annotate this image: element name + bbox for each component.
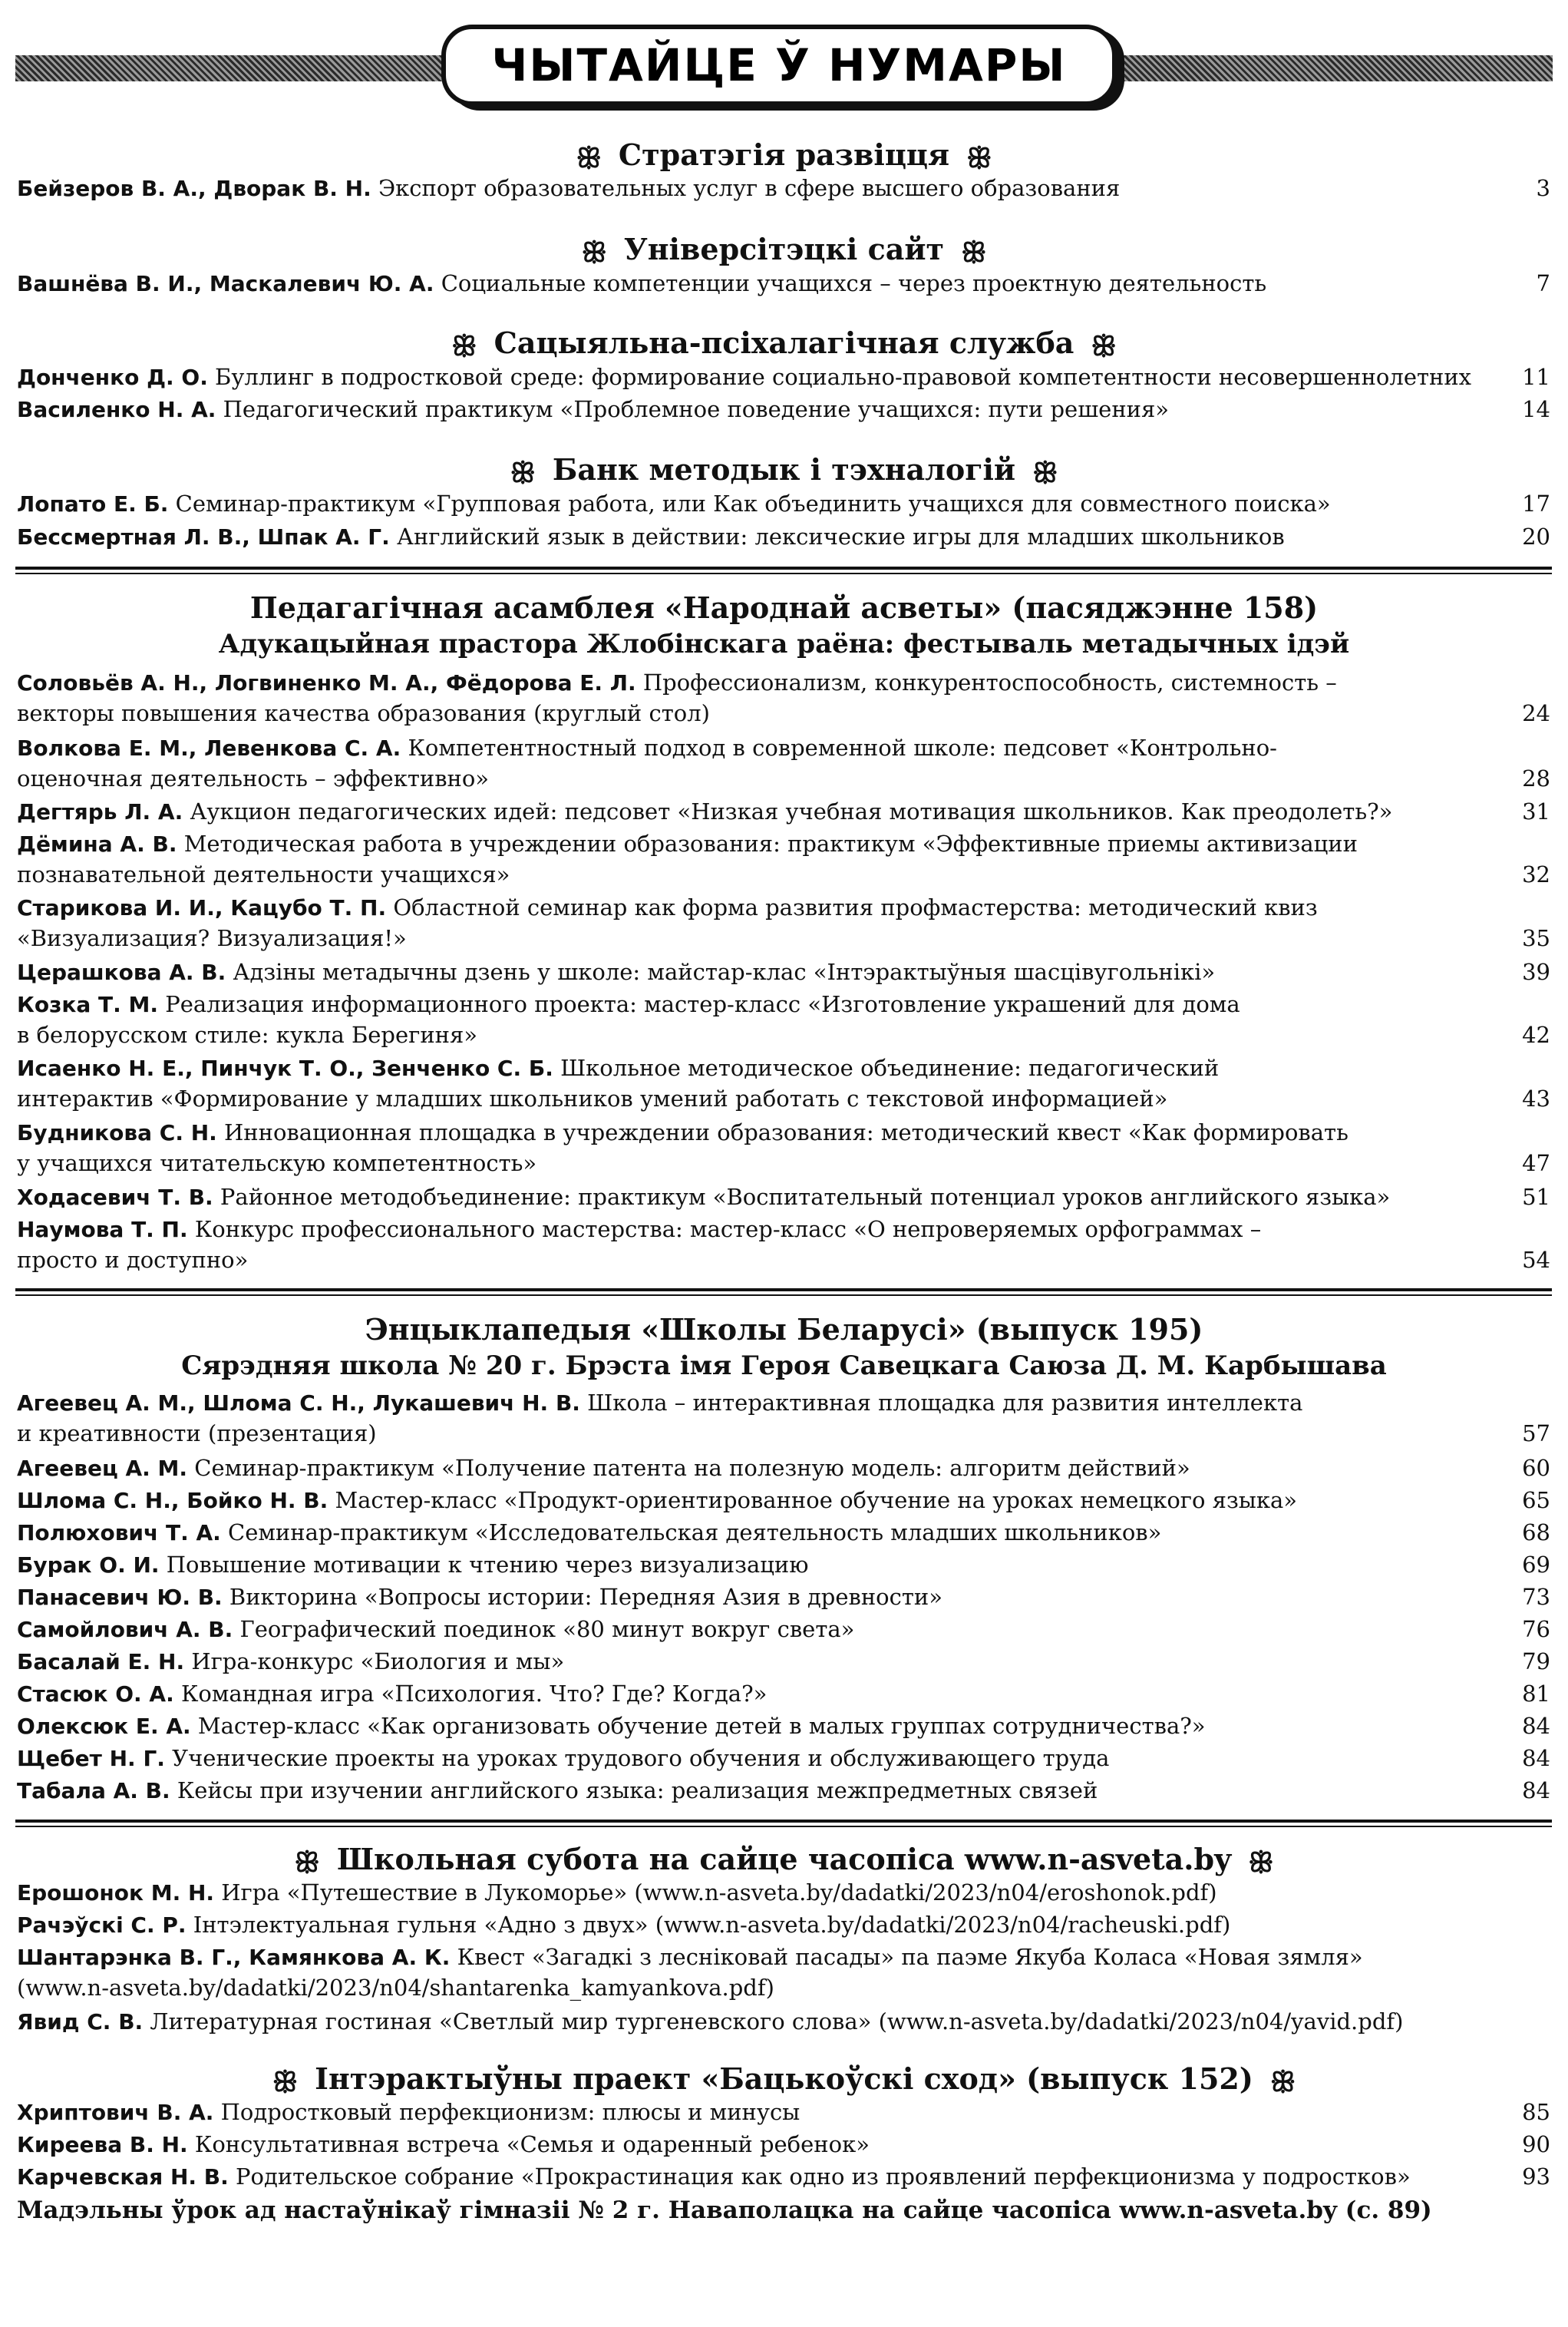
entry-author: Вашнёва В. И., Маскалевич Ю. А.: [17, 271, 434, 296]
entry-author: Козка Т. М.: [17, 992, 159, 1017]
entry-title: Подростковый перфекционизм: плюсы и минусы: [220, 2099, 801, 2125]
ornament-left-icon: ꕥ: [510, 456, 536, 489]
entry-author: Наумова Т. П.: [17, 1217, 188, 1242]
section-heading: ꕥ Школьная субота на сайце часопіса www.n-asveta.by ꕥ: [294, 1842, 1274, 1879]
ornament-left-icon: ꕥ: [451, 329, 477, 362]
toc-entry[interactable]: [17, 1388, 1550, 1449]
entry-page: 3: [1536, 175, 1550, 201]
entry-title: Игра-конкурс «Биология и мы»: [191, 1648, 565, 1674]
entry-title: Социальные компетенции учащихся – через проектную деятельность: [441, 270, 1267, 296]
divider: [15, 567, 1552, 574]
entry-page: 93: [1522, 2163, 1550, 2190]
ornament-right-icon: ꕥ: [1269, 2065, 1296, 2098]
entry-title-cont: «Визуализация? Визуализация!»: [17, 925, 407, 951]
entry-title: Районное методобъединение: практикум «Воспитательный потенциал уроков английского языка»: [220, 1184, 1391, 1210]
entry-page: 35: [1522, 925, 1550, 951]
entry-page: 84: [1522, 1745, 1550, 1771]
entry-title: Школьное методическое объединение: педагогический: [560, 1055, 1220, 1081]
section-heading: ꕥ Універсітэцкі сайт ꕥ: [581, 232, 987, 269]
toc-entry[interactable]: [17, 1182, 1550, 1213]
entry-page: 14: [1522, 396, 1550, 422]
entry-author: Исаенко Н. Е., Пинчук Т. О., Зенченко С. Б.: [17, 1056, 553, 1081]
entry-author: Хриптович В. А.: [17, 2100, 214, 2125]
entry-title: Школа – интерактивная площадка для развития интеллекта: [587, 1390, 1303, 1416]
entry-title: Інтэлектуальная гульня «Адно з двух» (www.n-asveta.by/dadatki/2023/n04/racheuski.pdf): [193, 1912, 1231, 1938]
entry-title: Консультативная встреча «Семья и одаренный ребенок»: [194, 2131, 870, 2157]
entry-page: 32: [1522, 861, 1550, 887]
toc-entry[interactable]: [17, 893, 1550, 954]
entry-page: 17: [1522, 491, 1550, 517]
entry-page: 69: [1522, 1552, 1550, 1578]
toc-entry[interactable]: [17, 1647, 1550, 1677]
entry-page: 73: [1522, 1584, 1550, 1610]
ornament-left-icon: ꕥ: [272, 2065, 299, 2098]
entry-author: Старикова И. И., Кацубо Т. П.: [17, 895, 387, 921]
toc-entry[interactable]: [17, 489, 1550, 520]
entry-page: 24: [1522, 700, 1550, 726]
entry-author: Табала А. В.: [17, 1778, 170, 1803]
toc-entry[interactable]: [17, 1118, 1550, 1179]
toc-entry[interactable]: [17, 174, 1550, 204]
entry-page: 28: [1522, 765, 1550, 792]
toc-entry[interactable]: [17, 829, 1550, 891]
toc-entry[interactable]: [17, 1053, 1550, 1115]
toc-entry[interactable]: [17, 1679, 1550, 1710]
entry-author: Стасюк О. А.: [17, 1681, 174, 1707]
entry-title: Повышение мотивации к чтению через визуализацию: [166, 1552, 809, 1578]
entry-title-cont: просто и доступно»: [17, 1247, 249, 1273]
toc-entry[interactable]: [17, 1518, 1550, 1549]
entry-author: Шлома С. Н., Бойко Н. В.: [17, 1488, 328, 1513]
entry-title-cont: векторы повышения качества образования (круглый стол): [17, 700, 710, 726]
entry-page: 39: [1522, 959, 1550, 985]
toc-entry[interactable]: [17, 269, 1550, 299]
entry-page: 76: [1522, 1616, 1550, 1642]
entry-title: Родительское собрание «Прокрастинация как одно из проявлений перфекционизма у подростков»: [236, 2163, 1411, 2190]
entry-title: Командная игра «Психология. Что? Где? Когда?»: [180, 1681, 767, 1707]
entry-title: Литературная гостиная «Светлый мир тургеневского слова» (www.n-asveta.by/dadatki/2023/n04/yavid.pdf): [150, 2008, 1404, 2034]
entry-author: Донченко Д. О.: [17, 365, 208, 390]
entry-page: 51: [1522, 1184, 1550, 1210]
toc-entry[interactable]: [17, 2162, 1550, 2193]
page-title: ЧЫТАЙЦЕ Ў НУМАРЫ: [491, 39, 1067, 91]
entry-author: Ерошонок М. Н.: [17, 1880, 215, 1906]
section-heading: ꕥ Банк методык і тэхналогій ꕥ: [510, 452, 1058, 489]
section-heading: Энцыклапедыя «Школы Беларусі» (выпуск 195): [365, 1312, 1203, 1347]
entry-title: Методическая работа в учреждении образования: практикум «Эффективные приемы активизации: [183, 831, 1358, 857]
entry-title: Конкурс профессионального мастерства: мастер-класс «О непроверяемых орфограммах –: [194, 1216, 1262, 1242]
entry-title: Семинар-практикум «Получение патента на полезную модель: алгоритм действий»: [194, 1455, 1190, 1481]
entry-author: Бессмертная Л. В., Шпак А. Г.: [17, 524, 390, 550]
entry-author: Киреева В. Н.: [17, 2132, 188, 2157]
toc-entry[interactable]: [17, 2007, 1550, 2038]
entry-title: Английский язык в действии: лексические игры для младших школьников: [396, 524, 1285, 550]
banner-title-box: [441, 25, 1117, 106]
entry-title: Компетентностный подход в современной школе: педсовет «Контрольно-: [408, 735, 1277, 761]
entry-title: Географический поединок «80 минут вокруг света»: [239, 1616, 855, 1642]
toc-entry[interactable]: [17, 733, 1550, 795]
toc-entry[interactable]: [17, 1550, 1550, 1581]
toc-entry[interactable]: [17, 362, 1550, 393]
toc-entry[interactable]: [17, 1711, 1550, 1742]
entry-author: Явид С. В.: [17, 2009, 144, 2034]
entry-page: 43: [1522, 1086, 1550, 1112]
entry-author: Бурак О. И.: [17, 1552, 160, 1578]
entry-author: Бейзеров В. А., Дворак В. Н.: [17, 176, 371, 201]
entry-title: Экспорт образовательных услуг в сфере высшего образования: [378, 175, 1121, 201]
entry-author: Олексюк Е. А.: [17, 1714, 191, 1739]
entry-page: 7: [1536, 270, 1550, 296]
ornament-right-icon: ꕥ: [1032, 456, 1058, 489]
entry-author: Ходасевич Т. В.: [17, 1185, 213, 1210]
entry-author: Церашкова А. В.: [17, 960, 226, 985]
toc-entry[interactable]: [17, 1878, 1550, 1909]
entry-page: 54: [1522, 1247, 1550, 1273]
entry-title: Кейсы при изучении английского языка: реализация межпредметных связей: [177, 1777, 1098, 1803]
ornament-left-icon: ꕥ: [294, 1846, 320, 1879]
entry-title: Викторина «Вопросы истории: Передняя Азия в древности»: [229, 1584, 942, 1610]
ornament-right-icon: ꕥ: [966, 141, 992, 174]
entry-page: 57: [1522, 1420, 1550, 1446]
ornament-right-icon: ꕥ: [961, 236, 987, 269]
entry-author: Волкова Е. М., Левенкова С. А.: [17, 735, 401, 761]
toc-entry[interactable]: [17, 1215, 1550, 1276]
entry-author: Шантарэнка В. Г., Камянкова А. К.: [17, 1945, 451, 1970]
section-subheading: Адукацыйная прастора Жлобінскага раёна: фестываль метадычных ідэй: [218, 629, 1350, 659]
entry-title: Буллинг в подростковой среде: формирование социально-правовой компетентности несовершеннолетних: [215, 364, 1472, 390]
entry-page: 65: [1522, 1487, 1550, 1513]
entry-page: 85: [1522, 2099, 1550, 2125]
entry-author: Карчевская Н. В.: [17, 2164, 229, 2190]
ornament-right-icon: ꕥ: [1248, 1846, 1274, 1879]
header-banner: [15, 21, 1553, 110]
entry-title: Реализация информационного проекта: мастер-класс «Изготовление украшений для дома: [165, 991, 1240, 1017]
entry-title: Инновационная площадка в учреждении образования: методический квест «Как формировать: [224, 1119, 1348, 1145]
entry-author: Будникова С. Н.: [17, 1120, 217, 1145]
entry-author: Рачэўскі С. Р.: [17, 1912, 187, 1938]
entry-title: Квест «Загадкі з лесніковай пасады» па паэме Якуба Коласа «Новая зямля»: [457, 1944, 1363, 1970]
toc-entry[interactable]: [17, 1776, 1550, 1806]
entry-author: Панасевич Ю. В.: [17, 1585, 223, 1610]
toc-entry[interactable]: [17, 2097, 1550, 2128]
entry-page: 60: [1522, 1455, 1550, 1481]
entry-author: Самойлович А. В.: [17, 1617, 233, 1642]
entry-page: 68: [1522, 1519, 1550, 1545]
toc-entry[interactable]: [17, 1486, 1550, 1516]
entry-title: Педагогический практикум «Проблемное поведение учащихся: пути решения»: [223, 396, 1170, 422]
toc-entry[interactable]: [17, 1910, 1550, 1941]
entry-title: Мастер-класс «Как организовать обучение детей в малых группах сотрудничества?»: [197, 1713, 1206, 1739]
entry-page: 81: [1522, 1681, 1550, 1707]
footer-note[interactable]: Мадэльны ўрок ад настаўнікаў гімназіі № 2 г. Наваполацка на сайце часопіса www.n-asveta.by (с. 89): [17, 2196, 1432, 2224]
entry-title: Аукцион педагогических идей: педсовет «Низкая учебная мотивация школьников. Как преодолеть?»: [190, 798, 1393, 825]
ornament-left-icon: ꕥ: [576, 141, 602, 174]
divider: [15, 1820, 1552, 1827]
entry-page: 90: [1522, 2131, 1550, 2157]
toc-entry[interactable]: [17, 1744, 1550, 1774]
ornament-left-icon: ꕥ: [581, 236, 607, 269]
entry-page: 84: [1522, 1713, 1550, 1739]
entry-author: Агеевец А. М., Шлома С. Н., Лукашевич Н. В.: [17, 1390, 580, 1416]
entry-page: 84: [1522, 1777, 1550, 1803]
section-heading: ꕥ Сацыяльна-псіхалагічная служба ꕥ: [451, 326, 1117, 362]
toc-entry[interactable]: [17, 668, 1550, 729]
entry-author: Соловьёв А. Н., Логвиненко М. А., Фёдорова Е. Л.: [17, 670, 636, 696]
entry-title: Семинар-практикум «Групповая работа, или Как объединить учащихся для совместного поиска»: [175, 491, 1331, 517]
divider: [15, 1288, 1552, 1296]
ornament-right-icon: ꕥ: [1091, 329, 1117, 362]
entry-author: Лопато Е. Б.: [17, 491, 169, 517]
entry-page: 42: [1522, 1022, 1550, 1048]
entry-page: 20: [1522, 524, 1550, 550]
toc-entry[interactable]: [17, 990, 1550, 1051]
toc-entry[interactable]: [17, 957, 1550, 988]
toc-entry[interactable]: [17, 1582, 1550, 1613]
toc-entry[interactable]: [17, 2130, 1550, 2160]
toc-entry[interactable]: [17, 395, 1550, 425]
entry-author: Полюхович Т. А.: [17, 1520, 221, 1545]
entry-title-cont: в белорусском стиле: кукла Берегиня»: [17, 1022, 478, 1048]
entry-title-cont: интерактив «Формирование у младших школьников умений работать с текстовой информацией»: [17, 1086, 1168, 1112]
entry-title: Адзіны метадычны дзень у школе: майстар-клас «Інтэрактыўныя шасцівугольнікі»: [233, 959, 1216, 985]
entry-page: 47: [1522, 1150, 1550, 1176]
entry-page: 79: [1522, 1648, 1550, 1674]
toc-entry[interactable]: [17, 522, 1550, 553]
entry-title-cont: и креативности (презентация): [17, 1420, 377, 1446]
entry-title: Областной семинар как форма развития профмастерства: методический квиз: [393, 894, 1318, 921]
entry-author: Дёмина А. В.: [17, 831, 177, 857]
entry-title-cont: у учащихся читательскую компетентность»: [17, 1150, 537, 1176]
toc-entry[interactable]: [17, 1942, 1550, 2004]
entry-title: Профессионализм, конкурентоспособность, системность –: [642, 669, 1337, 696]
entry-title: Мастер-класс «Продукт-ориентированное обучение на уроках немецкого языка»: [335, 1487, 1298, 1513]
entry-title: Ученические проекты на уроках трудового обучения и обслуживающего труда: [172, 1745, 1110, 1771]
entry-page: 31: [1522, 798, 1550, 825]
entry-title: Семинар-практикум «Исследовательская деятельность младших школьников»: [228, 1519, 1162, 1545]
entry-title-cont: (www.n-asveta.by/dadatki/2023/n04/shantarenka_kamyankova.pdf): [17, 1975, 774, 2001]
entry-page: 11: [1522, 364, 1550, 390]
entry-author: Василенко Н. А.: [17, 397, 216, 422]
toc-entry[interactable]: [17, 1615, 1550, 1645]
entry-author: Агеевец А. М.: [17, 1456, 188, 1481]
entry-title-cont: познавательной деятельности учащихся»: [17, 861, 510, 887]
section-heading: ꕥ Стратэгія развіцця ꕥ: [576, 137, 992, 174]
toc-entry[interactable]: [17, 1453, 1550, 1484]
toc-entry[interactable]: [17, 797, 1550, 828]
entry-author: Дегтярь Л. А.: [17, 799, 183, 825]
section-heading: ꕥ Інтэрактыўны праект «Бацькоўскі сход» (выпуск 152) ꕥ: [272, 2061, 1296, 2098]
entry-author: Басалай Е. Н.: [17, 1649, 185, 1674]
section-heading: Педагагічная асамблея «Народнай асветы» (пасяджэнне 158): [249, 590, 1319, 625]
entry-title-cont: оценочная деятельность – эффективно»: [17, 765, 490, 792]
section-subheading: Сярэдняя школа № 20 г. Брэста імя Героя Савецкага Саюза Д. М. Карбышава: [181, 1350, 1387, 1381]
entry-author: Щебет Н. Г.: [17, 1746, 165, 1771]
entry-title: Игра «Путешествие в Лукоморье» (www.n-asveta.by/dadatki/2023/n04/eroshonok.pdf): [221, 1879, 1217, 1906]
